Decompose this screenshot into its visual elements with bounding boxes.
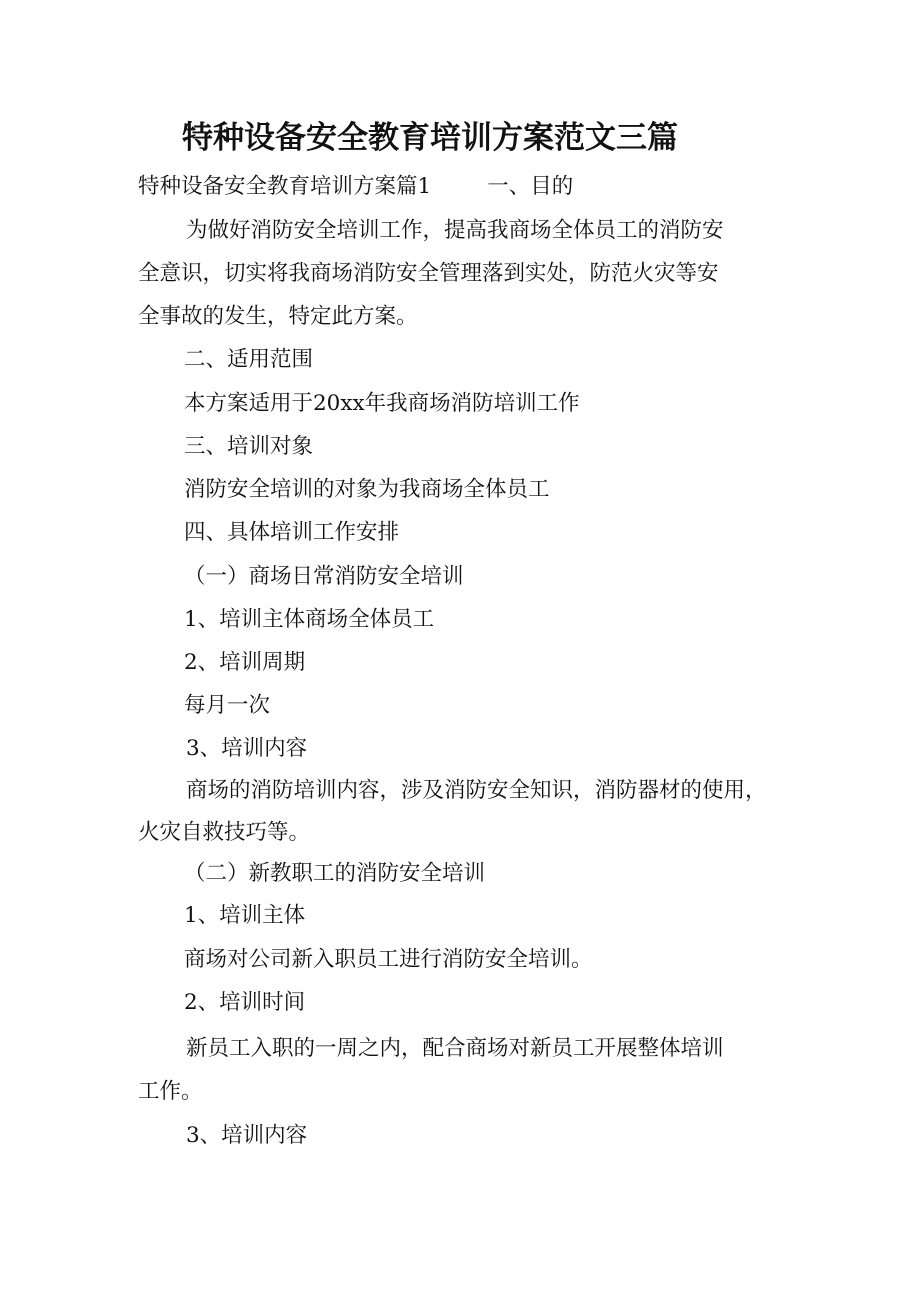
paragraph-line: 商场对公司新入职员工进行消防安全培训。 bbox=[184, 947, 593, 972]
document-title: 特种设备安全教育培训方案范文三篇 bbox=[182, 120, 678, 156]
section-subtitle bbox=[138, 172, 573, 202]
paragraph-line: 3、培训内容 bbox=[186, 1123, 308, 1148]
paragraph-line: 1、培训主体 bbox=[184, 903, 306, 928]
paragraph-line: 新员工入职的一周之内，配合商场对新员工开展整体培训 bbox=[186, 1036, 724, 1061]
paragraph-line: 1、培训主体商场全体员工 bbox=[184, 607, 435, 632]
paragraph-line: 3、培训内容 bbox=[186, 736, 308, 761]
paragraph-line: 火灾自救技巧等。 bbox=[138, 820, 311, 845]
section-heading: 二、适用范围 bbox=[184, 347, 314, 372]
paragraph-line: 本方案适用于20xx年我商场消防培训工作 bbox=[184, 391, 580, 416]
subsection-heading: （二）新教职工的消防安全培训 bbox=[184, 861, 486, 886]
subtitle-left: 特种设备安全教育培训方案篇1 bbox=[138, 174, 432, 199]
paragraph-line: 2、培训时间 bbox=[184, 990, 306, 1015]
section-heading: 四、具体培训工作安排 bbox=[184, 520, 400, 545]
paragraph-line: 每月一次 bbox=[184, 693, 271, 718]
subsection-heading: （一）商场日常消防安全培训 bbox=[184, 564, 464, 589]
subtitle-right: 一、目的 bbox=[487, 174, 574, 199]
paragraph-line: 商场的消防培训内容，涉及消防安全知识，消防器材的使用， bbox=[186, 778, 767, 803]
paragraph-line: 全事故的发生，特定此方案。 bbox=[138, 304, 418, 329]
paragraph-line: 全意识，切实将我商场消防安全管理落到实处，防范火灾等安 bbox=[138, 261, 719, 286]
paragraph-line: 为做好消防安全培训工作，提高我商场全体员工的消防安 bbox=[186, 218, 724, 243]
section-heading: 三、培训对象 bbox=[184, 434, 314, 459]
paragraph-line: 消防安全培训的对象为我商场全体员工 bbox=[184, 477, 550, 502]
paragraph-line: 2、培训周期 bbox=[184, 650, 306, 675]
paragraph-line: 工作。 bbox=[138, 1079, 203, 1104]
